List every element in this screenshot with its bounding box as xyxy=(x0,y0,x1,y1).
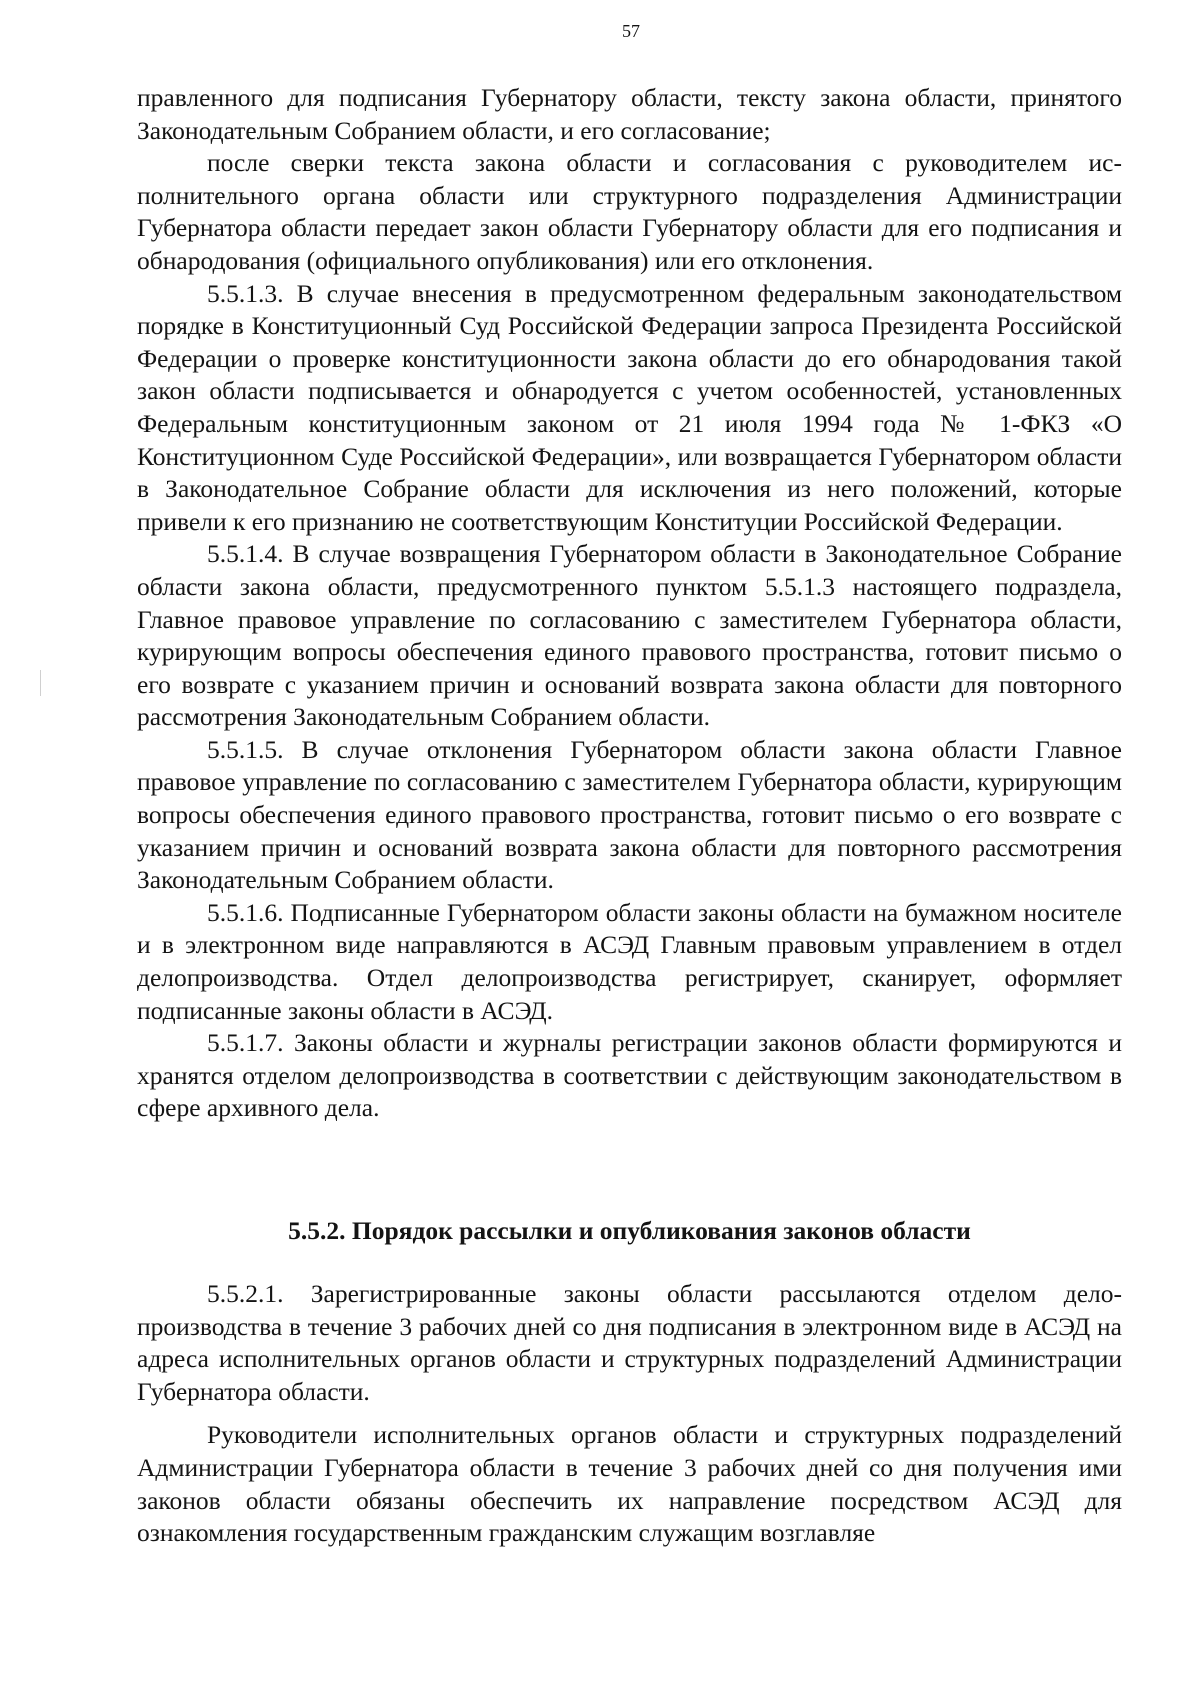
scan-edge-mark xyxy=(40,670,41,696)
body-text-top xyxy=(137,82,1122,1125)
paragraph-5-5-1-4: 5.5.1.4. В случае возвращения Губернатором области в Законодательное Собрание области закона области, предусмотренного пунктом 5.5.1.3 настоящего подраздела, Главное правовое управление по согласованию с заместителем Губернатора области, курирующим вопросы обеспечения единого правового пространства, готовит письмо о его возврате с указанием причин и оснований возврата закона области для повторного рассмотрения Законодательным Собранием области. xyxy=(137,539,1122,732)
paragraph: после сверки текста закона области и согласования с руководителем исполнительного органа области или структурного подразделения Администрации Губернатора области передает закон области Губернатору области для его подписания и обнародования (официального опубликования) или его отклонения. xyxy=(137,148,1122,275)
page-number: 57 xyxy=(622,21,640,41)
paragraph-5-5-1-7: 5.5.1.7. Законы области и журналы регистрации законов области формируются и хранятся отделом делопроизводства в соответствии с действующим законодательством в сфере архивного дела. xyxy=(137,1028,1122,1123)
paragraph: Руководители исполнительных органов области и структурных подразделений Администрации Губернатора области в течение 3 рабочих дней со дня получения ими законов области обязаны обеспечить их направление посредством АСЭД для ознакомления государственным гражданским служащим возглавляе xyxy=(137,1420,1122,1548)
paragraph: правленного для подписания Губернатору области, тексту закона области, принятого Законодательным Собранием области, и его согласование; xyxy=(137,83,1122,145)
body-text-bottom xyxy=(137,1278,1122,1550)
section-heading: 5.5.2. Порядок рассылки и опубликования законов области xyxy=(288,1216,971,1245)
paragraph-5-5-2-1: 5.5.2.1. Зарегистрированные законы области рассылаются отделом делопроизводства в течение 3 рабочих дней со дня подписания в электронном виде в АСЭД на адреса исполнительных органов области и структурных подразделений Администрации Губернатора области. xyxy=(137,1279,1122,1406)
paragraph-5-5-1-5: 5.5.1.5. В случае отклонения Губернатором области закона области Главное правовое управление по согласованию с заместителем Губернатора области, курирующим вопросы обеспечения единого правового пространства, готовит письмо о его возврате с указанием причин и оснований возврата закона области для повторного рассмотрения Законодательным Собранием области. xyxy=(137,734,1122,895)
paragraph-5-5-1-3: 5.5.1.3. В случае внесения в предусмотренном федеральным законодательством порядке в Конституционный Суд Российской Федерации запроса Президента Российской Федерации о проверке конституционности закона области до его обнародования такой закон области подписывается и обнародуется с учетом особенностей, установленных Федеральным конституционным законом от 21 июля 1994 года № 1-ФКЗ «О Конституционном Суде Российской Федерации», или возвращается Губернатором области в Законодательное Собрание области для исключения из него положений, которые привели к его признанию не соответствующим Конституции Российской Федерации. xyxy=(137,278,1122,536)
paragraph-5-5-1-6: 5.5.1.6. Подписанные Губернатором области законы области на бумажном носителе и в электронном виде направляются в АСЭД Главным правовым управлением в отдел делопроизводства. Отдел делопроизводства регистрирует, сканирует, оформляет подписанные законы области в АСЭД. xyxy=(137,897,1122,1025)
